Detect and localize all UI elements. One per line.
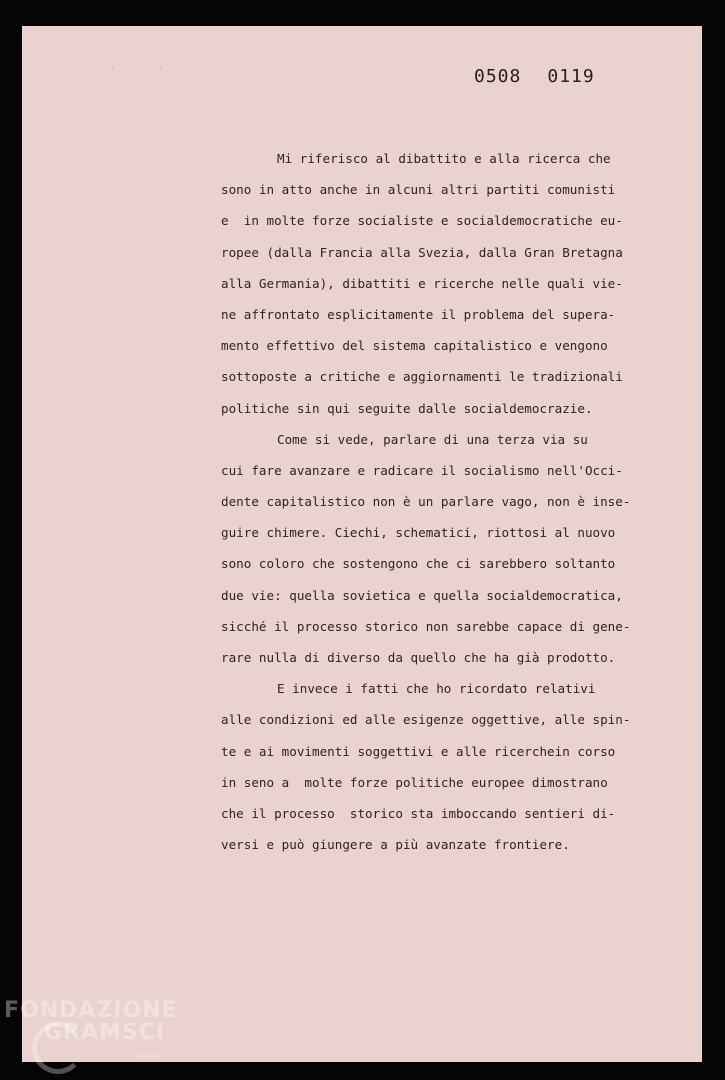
text-line: che il processo storico sta imboccando sentieri di- xyxy=(221,805,616,821)
watermark-line-2: GRAMSCI xyxy=(44,1020,166,1045)
text-line: dente capitalistico non è un parlare vago, non è inse- xyxy=(221,494,631,510)
watermark-line-1: FONDAZIONE xyxy=(4,998,178,1023)
ref-number-2: 0119 xyxy=(547,66,595,87)
fondazione-gramsci-watermark xyxy=(4,998,194,1078)
text-line: sono in atto anche in alcuni altri partiti comunisti xyxy=(221,182,616,198)
watermark-line-3: onlus xyxy=(136,1050,158,1059)
text-line: cui fare avanzare e radicare il socialismo nell'Occi- xyxy=(221,462,623,478)
document-page xyxy=(22,26,702,1062)
text-line: Mi riferisco al dibattito e alla ricerca che xyxy=(277,151,611,166)
ref-number-1: 0508 xyxy=(474,66,522,87)
text-line: Come si vede, parlare di una terza via su xyxy=(277,431,588,447)
text-line: e in molte forze socialiste e socialdemocratiche eu- xyxy=(221,213,623,229)
archive-reference xyxy=(474,66,595,87)
text-line: guire chimere. Ciechi, schematici, riottosi al nuovo xyxy=(221,525,616,541)
text-line: sono coloro che sostengono che ci sarebbero soltanto xyxy=(221,556,616,572)
text-line: mento effettivo del sistema capitalistico e vengono xyxy=(221,338,608,354)
text-line: politiche sin qui seguite dalle socialdemocrazie. xyxy=(221,400,593,416)
text-line: E invece i fatti che ho ricordato relativi xyxy=(277,681,596,697)
text-line: sicché il processo storico non sarebbe capace di gene- xyxy=(221,618,631,634)
text-line: rare nulla di diverso da quello che ha già prodotto. xyxy=(221,650,616,665)
text-line: sottoposte a critiche e aggiornamenti le tradizionali xyxy=(221,369,623,385)
text-line: alla Germania), dibattiti e ricerche nelle quali vie- xyxy=(221,275,623,291)
text-line: alle condizioni ed alle esigenze oggettive, alle spin- xyxy=(221,712,631,728)
text-line: ropee (dalla Francia alla Svezia, dalla Gran Bretagna xyxy=(221,244,623,260)
typed-text-body xyxy=(221,143,631,860)
text-line: versi e può giungere a più avanzate frontiere. xyxy=(221,837,570,853)
text-line: te e ai movimenti soggettivi e alle ricerchein corso xyxy=(221,743,616,759)
text-line: in seno a molte forze politiche europee dimostrano xyxy=(221,774,608,790)
text-line: due vie: quella sovietica e quella socialdemocratica, xyxy=(221,587,623,603)
paper-specks: · · xyxy=(110,64,163,73)
text-line: ne affrontato esplicitamente il problema del supera- xyxy=(221,306,616,322)
